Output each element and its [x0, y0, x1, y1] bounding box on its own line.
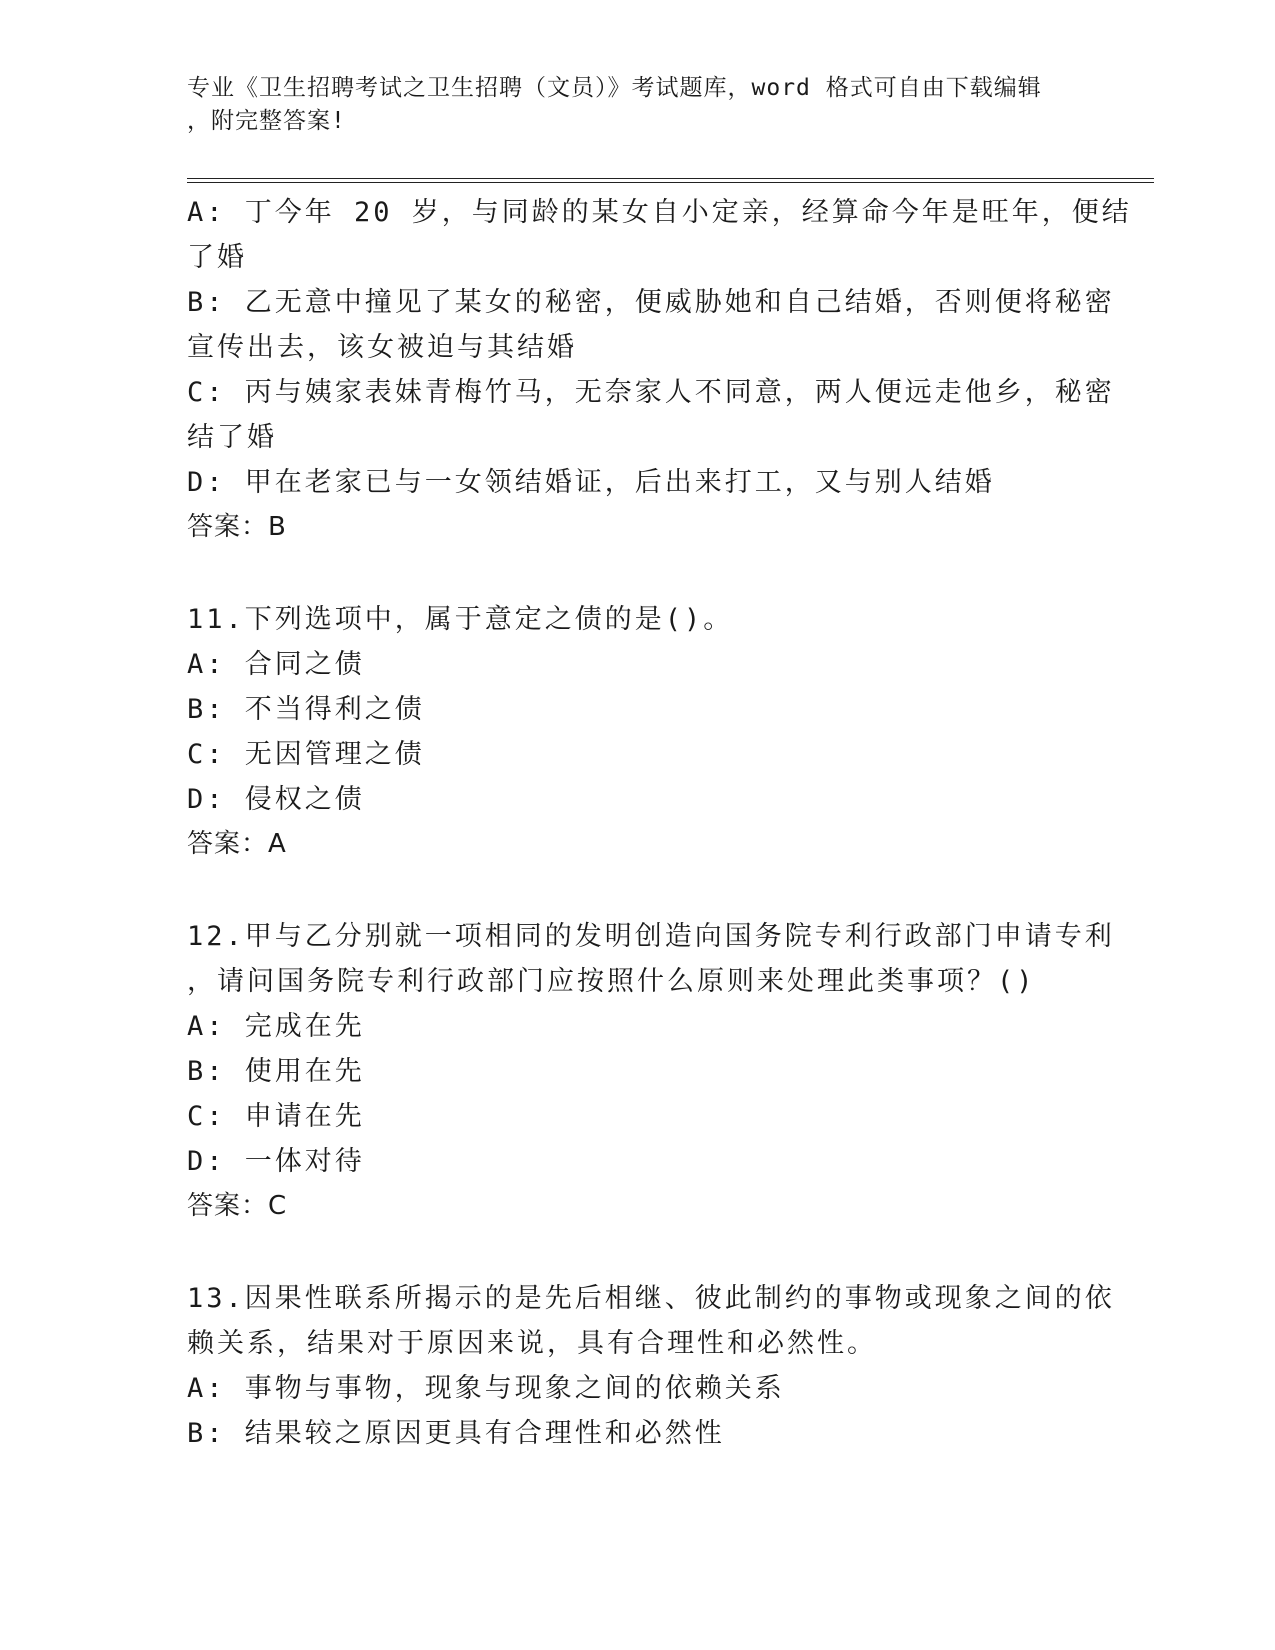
q10-option-b-line-1: B: 乙无意中撞见了某女的秘密，便威胁她和自己结婚，否则便将秘密 [187, 287, 1115, 318]
q13-option-b: B: 结果较之原因更具有合理性和必然性 [187, 1418, 725, 1449]
document-header [187, 72, 1067, 138]
q10-option-a-line-2: 了婚 [187, 242, 247, 273]
q10-option-a-line-1: A: 丁今年 20 岁，与同龄的某女自小定亲，经算命今年是旺年，便结 [187, 197, 1132, 228]
q13-stem-line-1: 13.因果性联系所揭示的是先后相继、彼此制约的事物或现象之间的依 [187, 1283, 1115, 1314]
q10-option-d: D: 甲在老家已与一女领结婚证，后出来打工，又与别人结婚 [187, 467, 995, 498]
q10-answer: 答案：B [187, 512, 287, 542]
q11-option-b: B: 不当得利之债 [187, 694, 425, 725]
header-line-2: ，附完整答案! [187, 108, 346, 134]
q11-stem: 11.下列选项中，属于意定之债的是()。 [187, 604, 734, 635]
header-divider-top [187, 178, 1154, 179]
q13-option-a: A: 事物与事物，现象与现象之间的依赖关系 [187, 1373, 785, 1404]
question-10 [187, 190, 1132, 550]
header-divider-bottom [187, 182, 1154, 183]
q12-answer: 答案：C [187, 1191, 288, 1221]
q11-option-a: A: 合同之债 [187, 649, 365, 680]
q10-option-c-line-1: C: 丙与姨家表妹青梅竹马，无奈家人不同意，两人便远走他乡，秘密 [187, 377, 1115, 408]
spacer [187, 867, 1067, 914]
question-11 [187, 597, 1067, 867]
q11-answer: 答案：A [187, 829, 287, 859]
header-line-1: 专业《卫生招聘考试之卫生招聘（文员）》考试题库，word 格式可自由下载编辑 [187, 75, 1042, 101]
q11-option-d: D: 侵权之债 [187, 784, 365, 815]
q12-option-d: D: 一体对待 [187, 1146, 365, 1177]
question-list [187, 190, 1132, 1456]
q12-option-a: A: 完成在先 [187, 1011, 365, 1042]
question-13 [187, 1276, 1115, 1456]
q13-stem-line-2: 赖关系，结果对于原因来说，具有合理性和必然性。 [187, 1328, 877, 1359]
q12-option-c: C: 申请在先 [187, 1101, 365, 1132]
spacer [187, 550, 1067, 597]
q10-option-b-line-2: 宣传出去，该女被迫与其结婚 [187, 332, 577, 363]
q12-stem-line-2: ，请问国务院专利行政部门应按照什么原则来处理此类事项？() [187, 966, 1036, 997]
q12-stem-line-1: 12.甲与乙分别就一项相同的发明创造向国务院专利行政部门申请专利 [187, 921, 1115, 952]
spacer [187, 1229, 1067, 1276]
q11-option-c: C: 无因管理之债 [187, 739, 425, 770]
q12-option-b: B: 使用在先 [187, 1056, 365, 1087]
q10-option-c-line-2: 结了婚 [187, 422, 277, 453]
question-12 [187, 914, 1115, 1229]
